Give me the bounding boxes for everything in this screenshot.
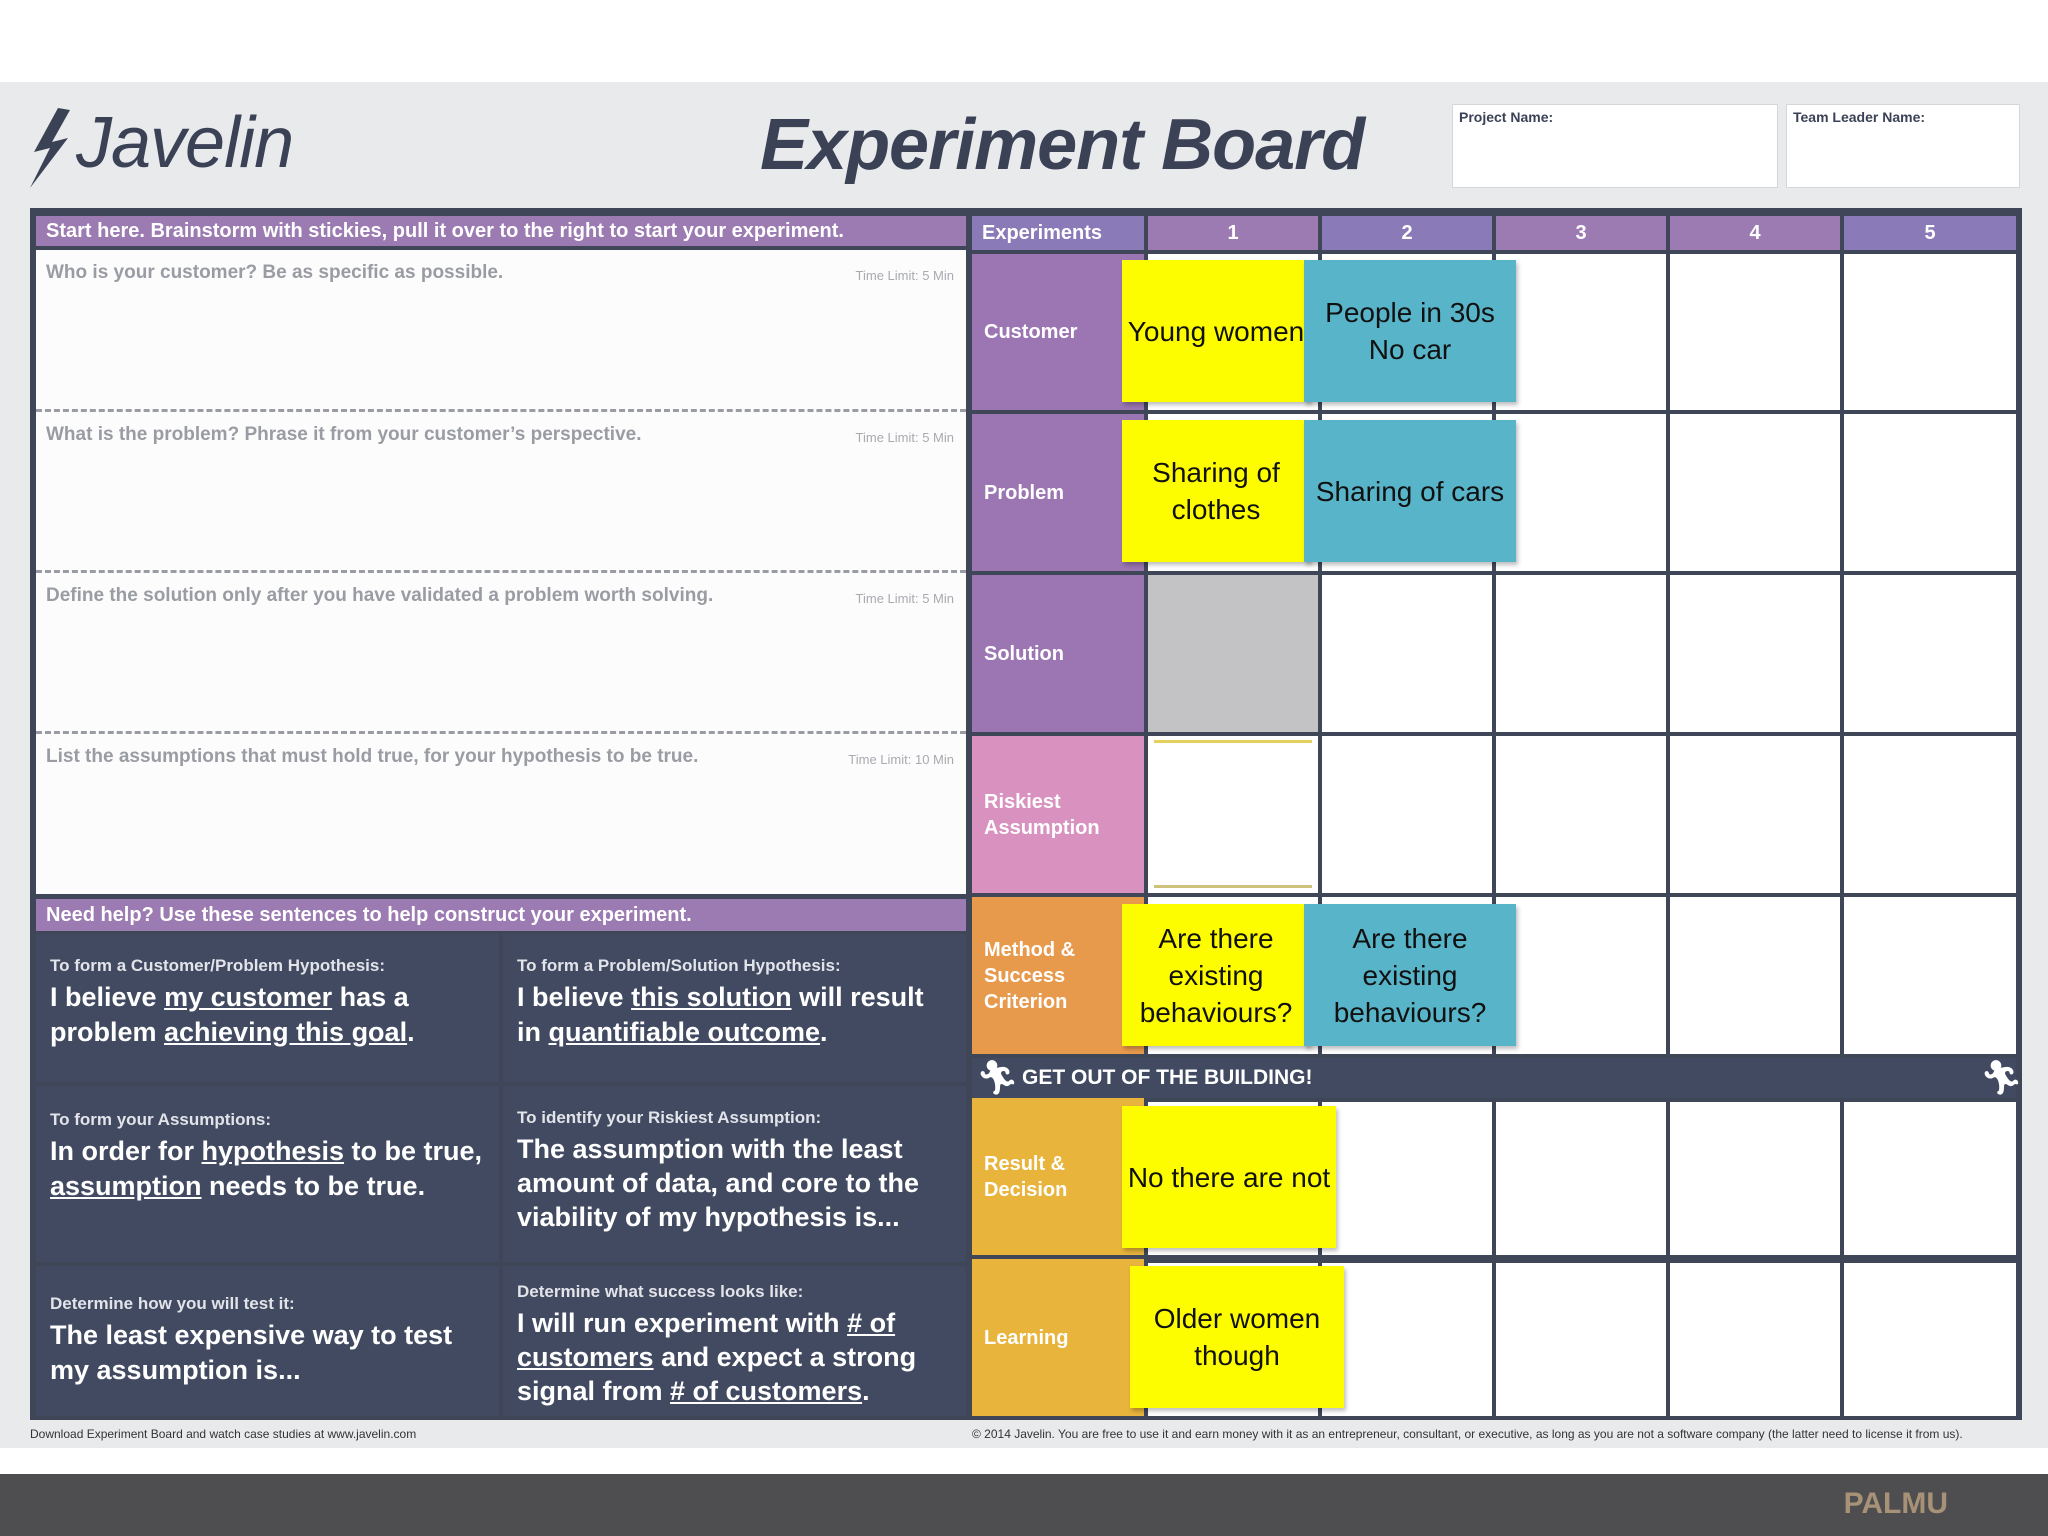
problem-panel[interactable] [36, 412, 966, 573]
tip-caption: Determine what success looks like: [517, 1282, 804, 1301]
tip-caption: To identify your Riskiest Assumption: [517, 1108, 822, 1127]
panel-question: What is the problem? Phrase it from your customer’s perspective. [46, 424, 642, 445]
tip-sentence: I believe this solution will result in quantifiable outcome. [517, 982, 924, 1047]
runner-icon: 🏃︎ [1980, 1059, 2024, 1097]
panel-time-limit: Time Limit: 5 Min [855, 430, 954, 445]
sticky-problem-1[interactable]: Sharing of clothes [1122, 420, 1310, 562]
experiments-header: Experiments [972, 216, 1144, 250]
tip-caption: Determine how you will test it: [50, 1294, 295, 1313]
panel-time-limit: Time Limit: 5 Min [855, 591, 954, 606]
grid-cell[interactable] [1844, 897, 2016, 1054]
grid-cell[interactable] [1670, 897, 1840, 1054]
help-header: Need help? Use these sentences to help construct your experiment. [36, 899, 966, 931]
tip-sentence: In order for hypothesis to be true, assumption needs to be true. [50, 1136, 483, 1201]
assumptions-panel[interactable] [36, 734, 966, 894]
grid-cell[interactable] [1844, 736, 2016, 893]
panel-time-limit: Time Limit: 10 Min [848, 752, 954, 767]
grid-cell[interactable] [1322, 1263, 1492, 1416]
grid-cell[interactable] [1844, 1102, 2016, 1255]
team-leader-name-label: Team Leader Name: [1793, 109, 1926, 125]
solution-panel[interactable] [36, 573, 966, 734]
column-header-2: 2 [1322, 216, 1492, 250]
grid-cell[interactable] [1844, 414, 2016, 571]
row-label-learning: Learning [972, 1259, 1144, 1416]
team-leader-name-field[interactable] [1786, 104, 2020, 188]
row-label-customer: Customer [972, 254, 1144, 410]
row-label-problem: Problem [972, 414, 1144, 571]
tip-success-criteria [503, 1266, 966, 1416]
column-header-3: 3 [1496, 216, 1666, 250]
grid-cell[interactable] [1496, 736, 1666, 893]
grid-cell[interactable] [1496, 414, 1666, 571]
footer-copyright: © 2014 Javelin. You are free to use it and earn money with it as an entrepreneur, consultant, or executive, as long as you are not a software company (the latter need to license it from us). [972, 1427, 1963, 1441]
grid-cell[interactable] [1148, 575, 1318, 732]
sticky-customer-2[interactable]: People in 30s No car [1304, 260, 1516, 402]
grid-cell[interactable] [1844, 254, 2016, 410]
tip-customer-problem [36, 934, 499, 1082]
sticky-problem-2[interactable]: Sharing of cars [1304, 420, 1516, 562]
tip-test-method [36, 1266, 499, 1416]
panel-time-limit: Time Limit: 5 Min [855, 268, 954, 283]
get-out-label: GET OUT OF THE BUILDING! [1022, 1066, 1313, 1089]
grid-cell[interactable] [1496, 1263, 1666, 1416]
project-name-field[interactable] [1452, 104, 1778, 188]
grid-cell[interactable] [1670, 1102, 1840, 1255]
grid-cell[interactable] [1670, 1263, 1840, 1416]
sticky-result-1[interactable]: No there are not [1122, 1106, 1336, 1248]
grid-cell[interactable] [1670, 414, 1840, 571]
tip-problem-solution [503, 934, 966, 1082]
footer-download-note: Download Experiment Board and watch case studies at www.javelin.com [30, 1427, 417, 1441]
column-header-4: 4 [1670, 216, 1840, 250]
footer-brand: PALMU [1843, 1487, 1948, 1520]
panel-question: Define the solution only after you have validated a problem worth solving. [46, 585, 714, 606]
runner-icon: 🏃︎ [976, 1059, 1020, 1097]
logo-text: Javelin [76, 103, 294, 183]
grid-cell[interactable] [1322, 575, 1492, 732]
tip-sentence: I will run experiment with # of customers and expect a strong signal from # of customers. [517, 1308, 917, 1406]
tip-assumptions [36, 1086, 499, 1262]
row-label-solution: Solution [972, 575, 1144, 732]
tip-sentence: The assumption with the least amount of data, and core to the viability of my hypothesis is... [517, 1134, 920, 1232]
tip-caption: To form your Assumptions: [50, 1110, 271, 1129]
row-label-riskiest-assumption: Riskiest Assumption [972, 736, 1144, 893]
get-out-of-the-building-bar [972, 1058, 2016, 1098]
customer-panel[interactable] [36, 250, 966, 412]
grid-cell[interactable] [1496, 575, 1666, 732]
tip-riskiest-assumption [503, 1086, 966, 1262]
sticky-customer-1[interactable]: Young women [1122, 260, 1310, 402]
tip-sentence: I believe my customer has a problem achieving this goal. [50, 982, 415, 1047]
grid-cell[interactable] [1670, 254, 1840, 410]
tip-caption: To form a Customer/Problem Hypothesis: [50, 956, 386, 975]
panel-question: Who is your customer? Be as specific as possible. [46, 262, 504, 283]
grid-cell[interactable] [1322, 736, 1492, 893]
grid-cell[interactable] [1322, 1102, 1492, 1255]
tip-caption: To form a Problem/Solution Hypothesis: [517, 956, 841, 975]
grid-cell[interactable] [1844, 575, 2016, 732]
sticky-method-2[interactable]: Are there existing behaviours? [1304, 904, 1516, 1046]
grid-cell[interactable] [1844, 1263, 2016, 1416]
brainstorm-header: Start here. Brainstorm with stickies, pull it over to the right to start your experiment. [36, 216, 966, 246]
grid-cell[interactable] [1496, 1102, 1666, 1255]
column-header-1: 1 [1148, 216, 1318, 250]
sticky-learning-1[interactable]: Older women though [1130, 1266, 1344, 1408]
row-label-result-decision: Result & Decision [972, 1098, 1144, 1255]
blank-sticky[interactable] [1154, 740, 1312, 888]
javelin-bolt-icon [28, 108, 72, 188]
panel-question: List the assumptions that must hold true, for your hypothesis to be true. [46, 746, 699, 767]
tip-sentence: The least expensive way to test my assumption is... [50, 1320, 453, 1385]
grid-cell[interactable] [1670, 575, 1840, 732]
row-label-method-success: Method & Success Criterion [972, 897, 1144, 1054]
grid-cell[interactable] [1496, 897, 1666, 1054]
sticky-method-1[interactable]: Are there existing behaviours? [1122, 904, 1310, 1046]
grid-cell[interactable] [1496, 254, 1666, 410]
grid-cell[interactable] [1670, 736, 1840, 893]
project-name-label: Project Name: [1459, 109, 1554, 125]
footer-bar [0, 1474, 2048, 1536]
page-title: Experiment Board [760, 105, 1365, 185]
column-header-5: 5 [1844, 216, 2016, 250]
